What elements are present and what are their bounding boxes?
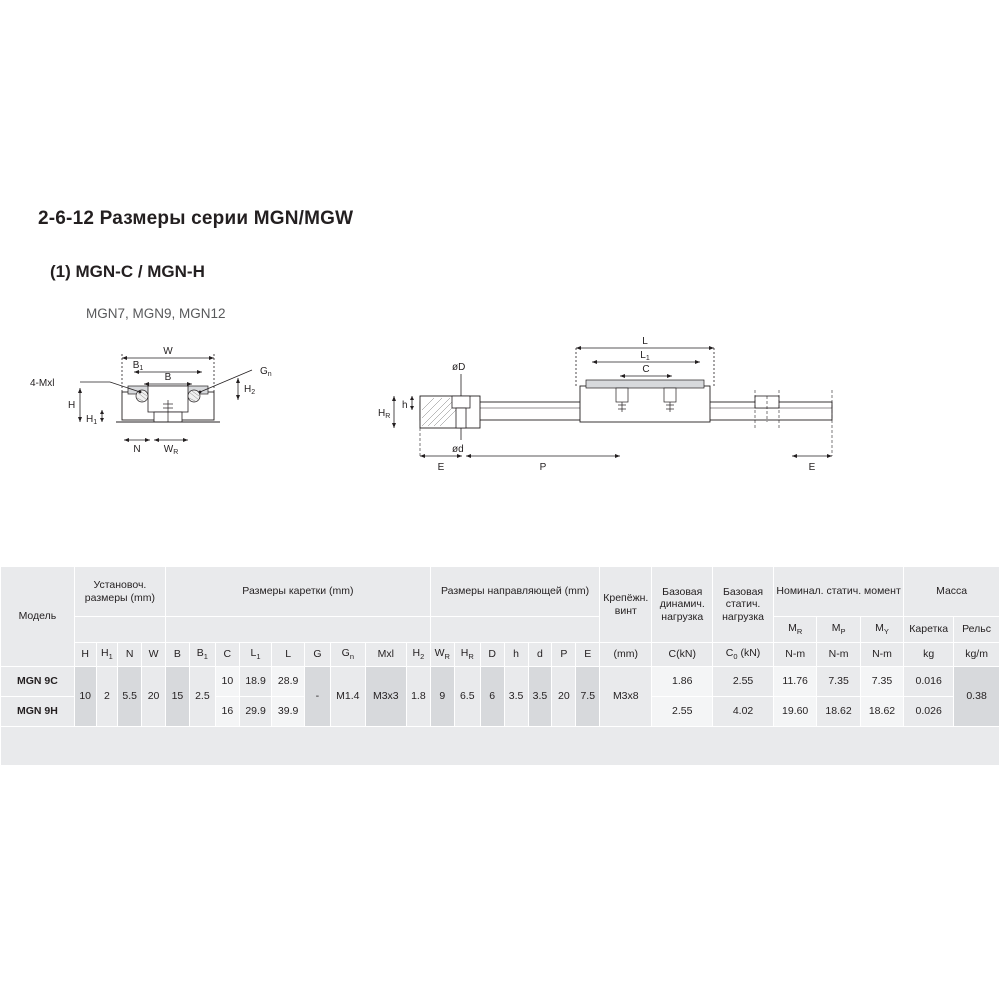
col-header-static-unit: $C_0$ (kN): [713, 643, 774, 667]
dim-label-B1: $B_1$: [132, 360, 144, 372]
cell-MR-1: 19.60: [773, 697, 816, 727]
table-bottom-strip: [1, 727, 1000, 766]
cell-static-0: 2.55: [713, 667, 774, 697]
cell-MY-0: 7.35: [860, 667, 903, 697]
group-header-rail: Размеры направляющей (mm): [430, 567, 599, 617]
cell-L1-0: 18.9: [239, 667, 272, 697]
col-header-MP: $M_P$: [817, 617, 860, 643]
col-header-E: E: [576, 643, 600, 667]
cell-W: 20: [142, 667, 166, 727]
cell-HR: 6.5: [454, 667, 480, 727]
dim-label-Gn: $G_n$: [260, 366, 272, 378]
col-header-model: Модель: [1, 567, 75, 667]
cell-static-1: 4.02: [713, 697, 774, 727]
col-header-N: N: [118, 643, 142, 667]
col-header-MY: $M_Y$: [860, 617, 903, 643]
dim-label-E-left: E: [437, 462, 445, 473]
page-title: 2-6-12 Размеры серии MGN/MGW: [38, 208, 354, 229]
group-header-dynamic-load: Базовая динамич. нагрузка: [652, 567, 713, 643]
col-header-Mxl: Mxl: [365, 643, 406, 667]
dim-label-N: N: [133, 444, 141, 455]
col-header-MR: $M_R$: [773, 617, 816, 643]
group-header-carriage-spacer: [165, 617, 430, 643]
cell-dynamic-0: 1.86: [652, 667, 713, 697]
specifications-table: [0, 566, 1000, 766]
col-header-WR: $W_R$: [430, 643, 454, 667]
cell-H2: 1.8: [406, 667, 430, 727]
dim-label-W: W: [163, 346, 173, 357]
cell-B: 15: [165, 667, 189, 727]
cell-N: 5.5: [118, 667, 142, 727]
cell-MP-1: 18.62: [817, 697, 860, 727]
col-header-C: C: [215, 643, 239, 667]
cell-Mxl: M3x3: [365, 667, 406, 727]
col-header-H: H: [74, 643, 96, 667]
dim-label-B: B: [164, 372, 172, 383]
col-header-mass-rail: Рельс: [954, 617, 1000, 643]
col-header-B: B: [165, 643, 189, 667]
col-header-H1: $H_1$: [96, 643, 118, 667]
cell-E: 7.5: [576, 667, 600, 727]
dim-label-H1: $H_1$: [86, 414, 98, 426]
cell-h: 3.5: [504, 667, 528, 727]
col-header-mass-carriage: Каретка: [904, 617, 954, 643]
cell-screw: M3x8: [600, 667, 652, 727]
col-header-B1: $B_1$: [189, 643, 215, 667]
col-header-mass-rail-unit: kg/m: [954, 643, 1000, 667]
cell-Gn: M1.4: [330, 667, 365, 727]
dim-label-4Mxl: 4-Mxl: [30, 378, 55, 389]
group-header-moment: Номинал. статич. момент: [773, 567, 903, 617]
col-header-MR-unit: N-m: [773, 643, 816, 667]
col-header-HR: $H_R$: [454, 643, 480, 667]
dim-label-L1: $L_1$: [640, 350, 650, 362]
col-header-d: d: [528, 643, 552, 667]
cell-G: -: [304, 667, 330, 727]
group-header-mass: Масса: [904, 567, 1000, 617]
cell-L-1: 39.9: [272, 697, 305, 727]
group-header-static-load: Базовая статич. нагрузка: [713, 567, 774, 643]
col-header-MP-unit: N-m: [817, 643, 860, 667]
cell-L1-1: 29.9: [239, 697, 272, 727]
col-header-MY-unit: N-m: [860, 643, 903, 667]
col-header-dynamic-unit: C(kN): [652, 643, 713, 667]
cell-d: 3.5: [528, 667, 552, 727]
col-header-P: P: [552, 643, 576, 667]
col-header-mass-carriage-unit: kg: [904, 643, 954, 667]
dim-label-WR: $W_R$: [163, 444, 179, 456]
col-header-W: W: [142, 643, 166, 667]
group-header-mounting: Установоч. размеры (mm): [74, 567, 165, 617]
dim-label-E-right: E: [808, 462, 816, 473]
group-header-rail-spacer: [430, 617, 599, 643]
group-header-screw: Крепёжн. винт: [600, 567, 652, 643]
dim-label-P: P: [539, 462, 547, 473]
dim-label-h: h: [402, 400, 408, 411]
col-header-D: D: [480, 643, 504, 667]
table-bottom-strip-cell: [1, 727, 1000, 766]
cell-mass-carriage-1: 0.026: [904, 697, 954, 727]
col-header-h: h: [504, 643, 528, 667]
cell-H1: 2: [96, 667, 118, 727]
dim-label-D: øD: [452, 362, 466, 373]
cell-D: 6: [480, 667, 504, 727]
dim-label-HR: $H_R$: [378, 408, 391, 420]
dim-label-L: L: [642, 336, 648, 347]
cell-mass-rail: 0.38: [954, 667, 1000, 727]
group-header-carriage: Размеры каретки (mm): [165, 567, 430, 617]
cell-C-1: 16: [215, 697, 239, 727]
cell-MY-1: 18.62: [860, 697, 903, 727]
cell-dynamic-1: 2.55: [652, 697, 713, 727]
cell-mass-carriage-0: 0.016: [904, 667, 954, 697]
dim-label-d: ød: [452, 444, 464, 455]
section-subtitle: (1) MGN-C / MGN-H: [50, 262, 205, 281]
dim-label-C: C: [642, 364, 650, 375]
col-header-Gn: $G_n$: [330, 643, 365, 667]
model-series-list: MGN7, MGN9, MGN12: [86, 306, 226, 321]
dim-label-H2: $H_2$: [244, 384, 256, 396]
col-header-L1: $L_1$: [239, 643, 272, 667]
dim-label-H: H: [68, 400, 76, 411]
cell-L-0: 28.9: [272, 667, 305, 697]
col-header-screw-unit: (mm): [600, 643, 652, 667]
col-header-G: G: [304, 643, 330, 667]
group-header-mounting-spacer: [74, 617, 165, 643]
cell-C-0: 10: [215, 667, 239, 697]
cell-WR: 9: [430, 667, 454, 727]
technical-drawing: [20, 330, 980, 520]
cell-model-0: MGN 9C: [1, 667, 75, 697]
table-row: [1, 667, 1000, 697]
col-header-L: L: [272, 643, 305, 667]
cell-B1: 2.5: [189, 667, 215, 727]
cell-H: 10: [74, 667, 96, 727]
cell-model-1: MGN 9H: [1, 697, 75, 727]
col-header-H2: $H_2$: [406, 643, 430, 667]
cell-P: 20: [552, 667, 576, 727]
cell-MR-0: 11.76: [773, 667, 816, 697]
cell-MP-0: 7.35: [817, 667, 860, 697]
